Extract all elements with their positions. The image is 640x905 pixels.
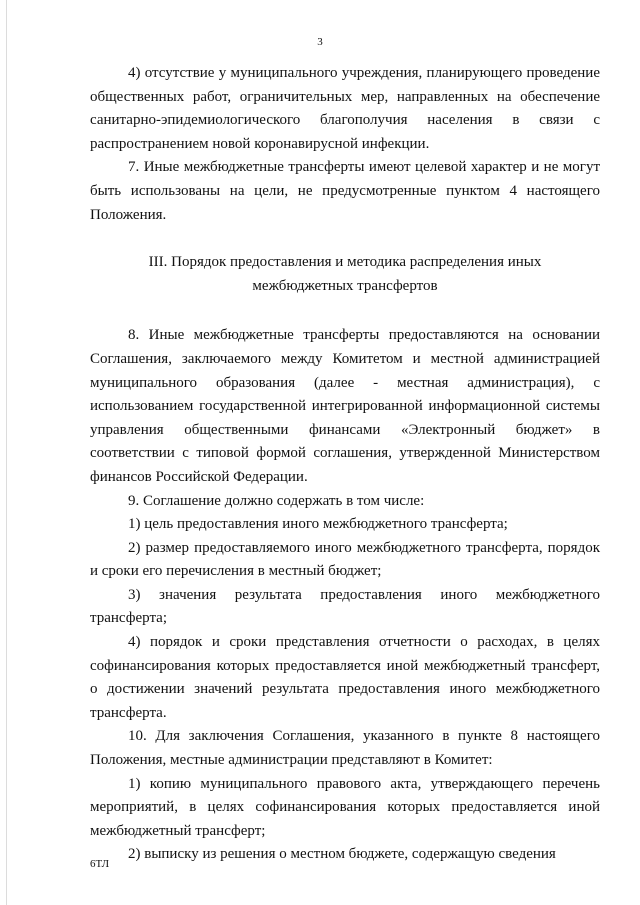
paragraph-7: 7. Иные межбюджетные трансферты имеют целевой характер и не могут быть использованы на цели, не предусмотренные пунктом 4 настоящего Положения. bbox=[90, 159, 600, 223]
paragraph-10-item-2: 2) выписку из решения о местном бюджете, содержащую сведения bbox=[128, 846, 556, 863]
document-body bbox=[90, 62, 600, 867]
footer-code: 6ТЛ bbox=[90, 858, 110, 870]
paragraph-10-item-1: 1) копию муниципального правового акта, утверждающего перечень мероприятий, в целях софинансирования которых предоставляется иной межбюджетный трансферт; bbox=[90, 775, 600, 839]
paragraph-10: 10. Для заключения Соглашения, указанного в пункте 8 настоящего Положения, местные администрации представляют в Комитет: bbox=[90, 728, 600, 769]
section-heading-line-2: межбюджетных трансфертов bbox=[252, 277, 438, 294]
section-heading-line-1: III. Порядок предоставления и методика распределения иных bbox=[148, 254, 542, 271]
paragraph-9-item-2: 2) размер предоставляемого иного межбюджетного трансферта, порядок и сроки его перечисления в местный бюджет; bbox=[90, 539, 600, 580]
paragraph-9-item-4: 4) порядок и сроки представления отчетности о расходах, в целях софинансирования которых предоставляется иной межбюджетный трансферт, о достижении значений результата предоставления иного межбюджетного трансферта. bbox=[90, 634, 600, 721]
paragraph-8: 8. Иные межбюджетные трансферты предоставляются на основании Соглашения, заключаемого между Комитетом и местной администрацией муниципального образования (далее - местная администрация), с использованием государственной интегрированной информационной системы управления общественными финансами «Электронный бюджет» в соответствии с типовой формой соглашения, утвержденной Министерством финансов Российской Федерации. bbox=[90, 327, 600, 485]
paragraph-9-item-3: 3) значения результата предоставления иного межбюджетного трансферта; bbox=[90, 586, 600, 627]
section-heading bbox=[90, 251, 600, 298]
paragraph-9-item-1: 1) цель предоставления иного межбюджетного трансферта; bbox=[128, 516, 508, 533]
paragraph-item-4: 4) отсутствие у муниципального учреждения, планирующего проведение общественных работ, ограничительных мер, направленных на обеспечение санитарно-эпидемиологического благополучия населения в связи с распространением новой коронавирусной инфекции. bbox=[90, 65, 600, 152]
page-number: 3 bbox=[317, 36, 323, 48]
scan-edge bbox=[6, 0, 7, 905]
paragraph-9: 9. Соглашение должно содержать в том числе: bbox=[128, 492, 425, 509]
